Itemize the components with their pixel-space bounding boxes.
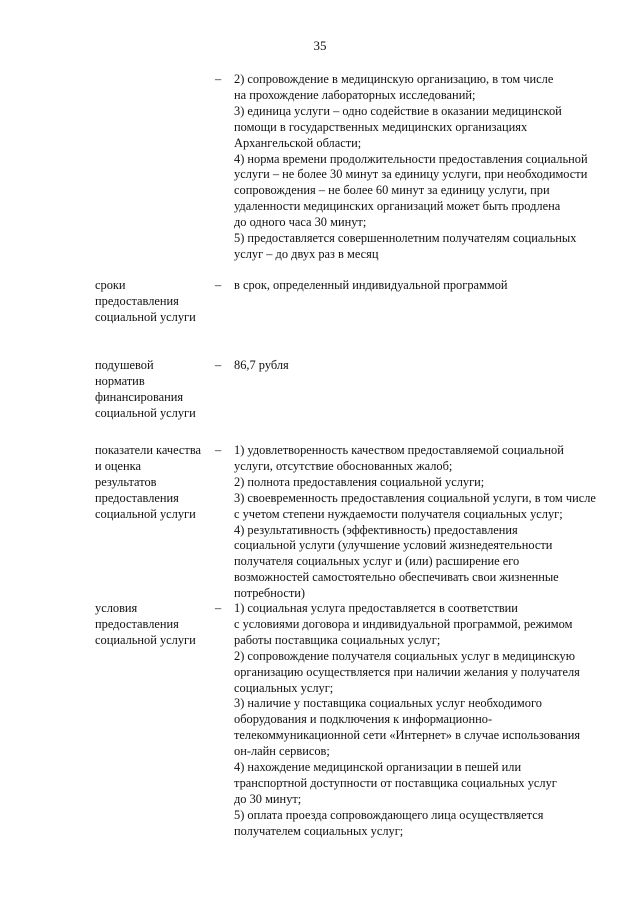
label-line: предоставления: [95, 293, 179, 308]
dash-separator: –: [215, 278, 222, 292]
content-line: получателем социальных услуг;: [234, 823, 404, 838]
content-line: услуги – не более 30 минут за единицу услуги, при необходимости: [234, 167, 588, 182]
content-line: телекоммуникационной сети «Интернет» в случае использования: [234, 728, 581, 743]
label-line: социальной услуги: [95, 405, 196, 420]
content-line: удаленности медицинских организаций может быть продлена: [234, 199, 561, 214]
content-line: потребности): [234, 586, 306, 601]
content-line: на прохождение лабораторных исследований;: [234, 87, 476, 102]
section-content: [234, 601, 614, 840]
label-line: финансирования: [95, 389, 184, 404]
dash-separator: –: [215, 72, 222, 86]
content-line: 4) результативность (эффективность) предоставления: [234, 522, 518, 537]
content-line: помощи в государственных медицинских организациях: [234, 119, 528, 134]
content-line: 5) оплата проезда сопровождающего лица осуществляется: [234, 807, 544, 822]
section-label: [95, 358, 213, 422]
content-line: 5) предоставляется совершеннолетним получателям социальных: [234, 231, 577, 246]
content-line: транспортной доступности от поставщика социальных услуг: [234, 775, 557, 790]
content-line: он-лайн сервисов;: [234, 744, 330, 759]
label-line: показатели качества: [95, 443, 202, 457]
section-content: [234, 278, 614, 294]
label-line: предоставления: [95, 490, 179, 505]
section-label: [95, 601, 213, 649]
content-line: Архангельской области;: [234, 135, 362, 150]
label-line: и оценка: [95, 458, 142, 473]
label-line: условия: [95, 601, 138, 615]
dash-separator: –: [215, 443, 222, 457]
content-line: до одного часа 30 минут;: [234, 215, 367, 230]
content-line: сопровождения – не более 60 минут за единицу услуги, при: [234, 183, 550, 198]
dash-separator: –: [215, 358, 222, 372]
content-line: 1) социальная услуга предоставляется в соответствии: [234, 601, 518, 615]
section-label: [95, 278, 213, 326]
content-line: социальных услуг;: [234, 680, 334, 695]
content-line: социальной услуги (улучшение условий жизнедеятельности: [234, 538, 553, 553]
content-line: возможностей самостоятельно обеспечивать свои жизненные: [234, 570, 559, 585]
dash-separator: –: [215, 601, 222, 615]
content-line: 1) удовлетворенность качеством предоставляемой социальной: [234, 443, 564, 457]
section-content: [234, 443, 614, 602]
content-line: организацию осуществляется при наличии желания у получателя: [234, 664, 580, 679]
content-line: в срок, определенный индивидуальной программой: [234, 278, 508, 292]
section-content: [234, 72, 614, 263]
label-line: социальной услуги: [95, 309, 196, 324]
content-line: услуг – до двух раз в месяц: [234, 246, 379, 261]
content-line: 2) сопровождение получателя социальных услуг в медицинскую: [234, 648, 576, 663]
label-line: норматив: [95, 373, 145, 388]
content-line: услуги, отсутствие обоснованных жалоб;: [234, 458, 453, 473]
content-line: 4) норма времени продолжительности предоставления социальной: [234, 151, 588, 166]
content-line: получателя социальных услуг и (или) расширение его: [234, 554, 520, 569]
content-line: 3) наличие у поставщика социальных услуг необходимого: [234, 696, 542, 711]
section-content: [234, 358, 614, 374]
section-label: [95, 443, 213, 523]
label-line: социальной услуги: [95, 506, 196, 521]
content-line: 2) полнота предоставления социальной услуги;: [234, 474, 485, 489]
label-line: подушевой: [95, 358, 154, 372]
content-line: работы поставщика социальных услуг;: [234, 632, 441, 647]
content-line: с условиями договора и индивидуальной программой, режимом: [234, 616, 573, 631]
content-line: оборудования и подключения к информационно-: [234, 712, 493, 727]
label-line: предоставления: [95, 616, 179, 631]
content-line: 86,7 рубля: [234, 358, 289, 372]
label-line: сроки: [95, 278, 126, 292]
page-number: 35: [313, 38, 327, 53]
content-line: 3) единица услуги – одно содействие в оказании медицинской: [234, 103, 562, 118]
label-line: социальной услуги: [95, 632, 196, 647]
content-line: 3) своевременность предоставления социальной услуги, в том числе: [234, 490, 596, 505]
content-line: 4) нахождение медицинской организации в пешей или: [234, 760, 522, 775]
content-line: с учетом степени нуждаемости получателя социальных услуг;: [234, 506, 563, 521]
content-line: до 30 минут;: [234, 791, 302, 806]
label-line: результатов: [95, 474, 157, 489]
content-line: 2) сопровождение в медицинскую организацию, в том числе: [234, 72, 554, 86]
